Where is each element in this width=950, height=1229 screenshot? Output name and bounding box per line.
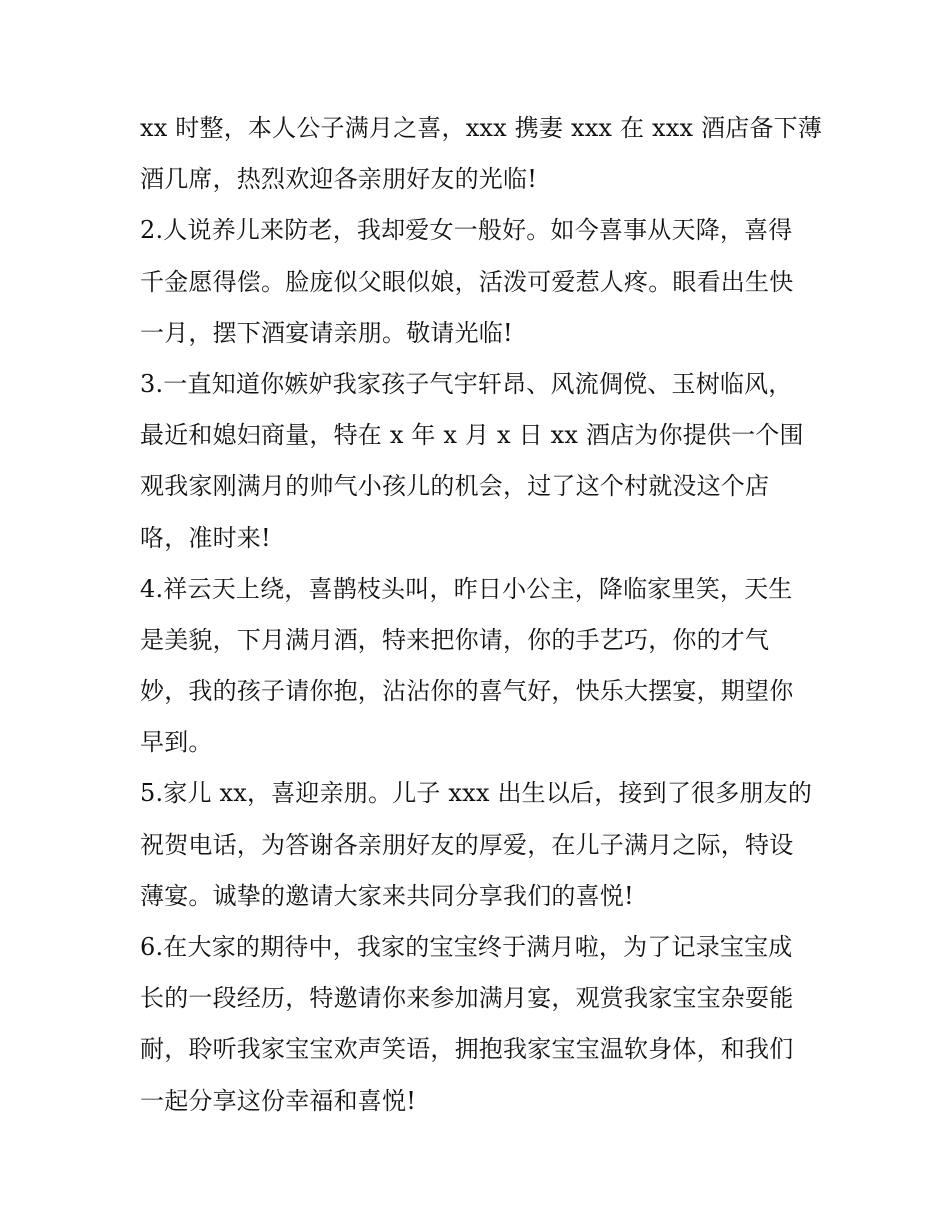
text-line: 5.家儿 xx，喜迎亲朋。儿子 xxx 出生以后，接到了很多朋友的 [140, 779, 813, 808]
text-line: 一月，摆下酒宴请亲朋。敬请光临! [140, 318, 513, 347]
text-line: 千金愿得偿。脸庞似父眼似娘，活泼可爱惹人疼。眼看出生快 [140, 267, 794, 296]
text-line: 3.一直知道你嫉妒我家孩子气宇轩昂、风流倜傥、玉树临风， [140, 369, 793, 398]
text-line: 一起分享这份幸福和喜悦! [140, 1086, 417, 1115]
text-line: 6.在大家的期待中，我家的宝宝终于满月啦，为了记录宝宝成 [140, 933, 793, 961]
text-line: 4.祥云天上绕，喜鹊枝头叫，昨日小公主，降临家里笑，天生 [140, 574, 793, 603]
document-body [140, 103, 823, 1127]
text-line: 咯，准时来! [140, 523, 271, 552]
text-line: xx 时整，本人公子满月之喜，xxx 携妻 xxx 在 xxx 酒店备下薄 [140, 114, 823, 142]
text-line: 祝贺电话，为答谢各亲朋好友的厚爱，在儿子满月之际，特设 [140, 830, 794, 859]
text-line: 最近和媳妇商量，特在 x 年 x 月 x 日 xx 酒店为你提供一个围 [140, 421, 804, 450]
text-line: 薄宴。诚挚的邀请大家来共同分享我们的喜悦! [140, 881, 634, 910]
text-line: 妙，我的孩子请你抱，沾沾你的喜气好，快乐大摆宴，期望你 [140, 677, 794, 706]
text-line: 酒几席，热烈欢迎各亲朋好友的光临! [140, 165, 538, 194]
text-line: 耐，聆听我家宝宝欢声笑语，拥抱我家宝宝温软身体，和我们 [140, 1035, 794, 1064]
text-line: 是美貌，下月满月酒，特来把你请，你的手艺巧，你的才气 [140, 625, 770, 654]
text-line: 长的一段经历，特邀请你来参加满月宴，观赏我家宝宝杂耍能 [140, 984, 794, 1013]
text-line: 2.人说养儿来防老，我却爱女一般好。如今喜事从天降，喜得 [140, 216, 793, 245]
text-line: 观我家刚满月的帅气小孩儿的机会，过了这个村就没这个店 [140, 472, 770, 501]
text-line: 早到。 [140, 728, 213, 757]
